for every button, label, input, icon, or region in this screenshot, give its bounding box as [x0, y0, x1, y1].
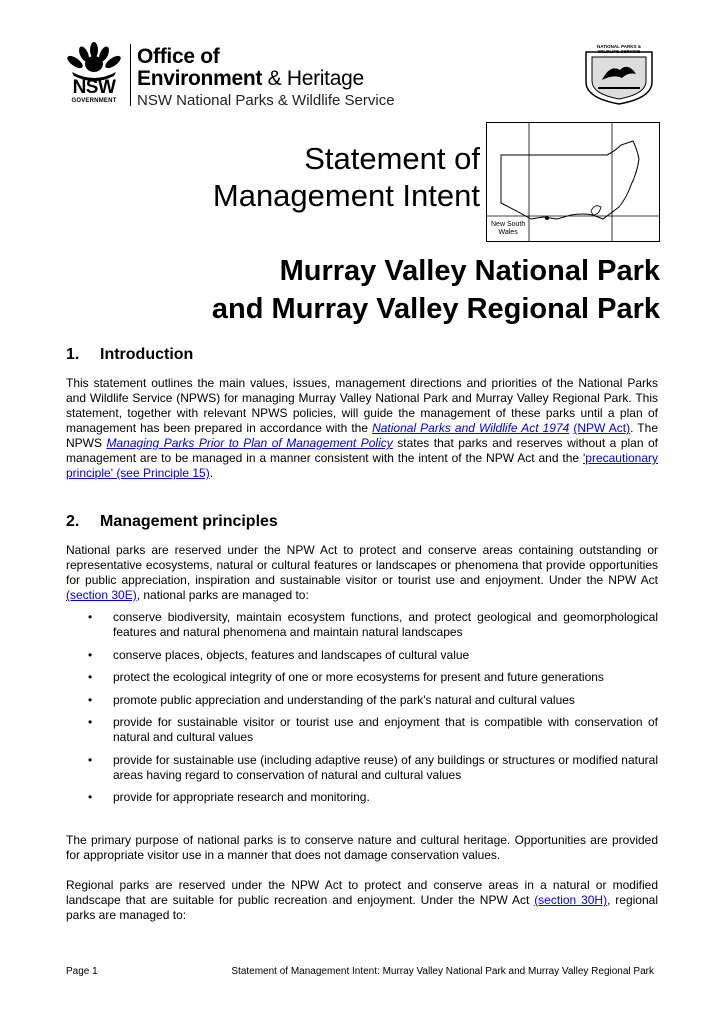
- org-line-2: [137, 68, 395, 90]
- national-park-objectives-list: [66, 610, 658, 813]
- principles-text: , national parks are managed to:: [136, 588, 309, 602]
- introduction-paragraph: [66, 376, 658, 481]
- list-item: • conserve biodiversity, maintain ecosystem functions, and protect geological and geomorphological features and natural phenomena and maintain natural landscapes: [66, 610, 658, 640]
- logo-wordmark: NSW: [72, 77, 116, 98]
- list-item: • protect the ecological integrity of one or more ecosystems for present and future generations: [66, 670, 658, 685]
- section-30e-link[interactable]: (section 30E): [66, 588, 137, 602]
- footer-title: Statement of Management Intent: Murray Valley National Park and Murray Valley Regional Park: [231, 966, 654, 977]
- regional-parks-text: Regional parks are reserved under the NPW Act to protect and conserve areas in a natural or modified landscape that are suitable for public recreation and enjoyment. Under the NPW Act: [66, 878, 658, 907]
- document-title-line-2: Management Intent: [212, 178, 480, 213]
- npw-act-link[interactable]: National Parks and Wildlife Act 1974: [372, 421, 570, 435]
- section-title: Management principles: [100, 513, 278, 530]
- regional-parks-paragraph: [66, 878, 658, 923]
- map-label: [491, 221, 525, 237]
- nsw-government-logo: [64, 40, 124, 108]
- management-principles-paragraph: [66, 543, 658, 603]
- org-line-3: NSW National Parks & Wildlife Service: [137, 92, 395, 109]
- park-title-line-2: and Murray Valley Regional Park: [211, 293, 660, 325]
- org-environment: Environment: [137, 67, 263, 90]
- document-title: [213, 140, 480, 214]
- list-item: • provide for appropriate research and monitoring.: [66, 790, 658, 805]
- list-item: • promote public appreciation and understanding of the park's natural and cultural values: [66, 693, 658, 708]
- primary-purpose-paragraph: The primary purpose of national parks is to conserve nature and cultural heritage. Opportunities are provided for appropriate visitor use in a manner that does not damage conservation values.: [66, 833, 658, 862]
- section-30h-link[interactable]: (section 30H): [534, 893, 608, 907]
- intro-text: .: [209, 466, 214, 480]
- principles-text: National parks are reserved under the NPW Act to protect and conserve areas containing outstanding or representative ecosystems, natural or cultural features or landscapes or phenomena that provide opportunities for public appreciation, inspiration and sustainable visitor or tourist use and enjoyment. Under the NPW Act: [66, 543, 658, 587]
- map-label-line-2: Wales: [498, 229, 518, 236]
- precautionary-principle-link[interactable]: 'precautionary principle' (see Principle 15): [66, 451, 658, 480]
- seal-text: NATIONAL PARKS & WILDLIFE SERVICE: [596, 44, 641, 54]
- list-item: • provide for sustainable use (including adaptive reuse) of any buildings or structures or modified natural areas having regard to conservation of natural and cultural values: [66, 753, 658, 783]
- org-line-1: Office of: [137, 45, 220, 68]
- section-heading-management-principles: [66, 513, 278, 531]
- list-item: • provide for sustainable visitor or tourist use and enjoyment that is compatible with conservation of natural and cultural values: [66, 715, 658, 745]
- list-item: • conserve places, objects, features and landscapes of cultural value: [66, 648, 658, 663]
- section-number: 1.: [66, 346, 80, 363]
- regional-parks-text: , regional parks are managed to:: [66, 893, 658, 922]
- npws-seal: [580, 44, 658, 106]
- org-heritage: & Heritage: [267, 67, 364, 90]
- park-title-line-1: Murray Valley National Park: [279, 255, 660, 287]
- section-title: Introduction: [100, 346, 194, 363]
- intro-text: states that parks and reserves without a plan of management are to be managed in a manner consistent with the intent of the NPW Act and the: [66, 436, 659, 465]
- header-divider: [130, 44, 131, 106]
- section-heading-introduction: [66, 346, 193, 364]
- intro-text: This statement outlines the main values, issues, management directions and priorities of the National Parks and Wildlife Service (NPWS) for managing Murray Valley National Park and Murray Valley Regional Park. This statement, together with relevant NPWS policies, will guide the management of these parks until a plan of management has been prepared in accordance with the: [66, 376, 658, 435]
- section-number: 2.: [66, 513, 80, 530]
- npw-act-abbrev-link[interactable]: (NPW Act): [573, 421, 631, 435]
- intro-text: . The NPWS: [66, 421, 658, 450]
- managing-parks-policy-link[interactable]: Managing Parks Prior to Plan of Management Policy: [106, 436, 393, 450]
- park-title: [212, 252, 660, 328]
- organisation-name: [137, 46, 395, 110]
- document-title-line-1: Statement of: [304, 141, 480, 176]
- logo-subtext: GOVERNMENT: [71, 98, 117, 104]
- map-label-line-1: New South: [491, 221, 526, 228]
- location-map: [486, 122, 660, 242]
- page-number: Page 1: [66, 966, 98, 977]
